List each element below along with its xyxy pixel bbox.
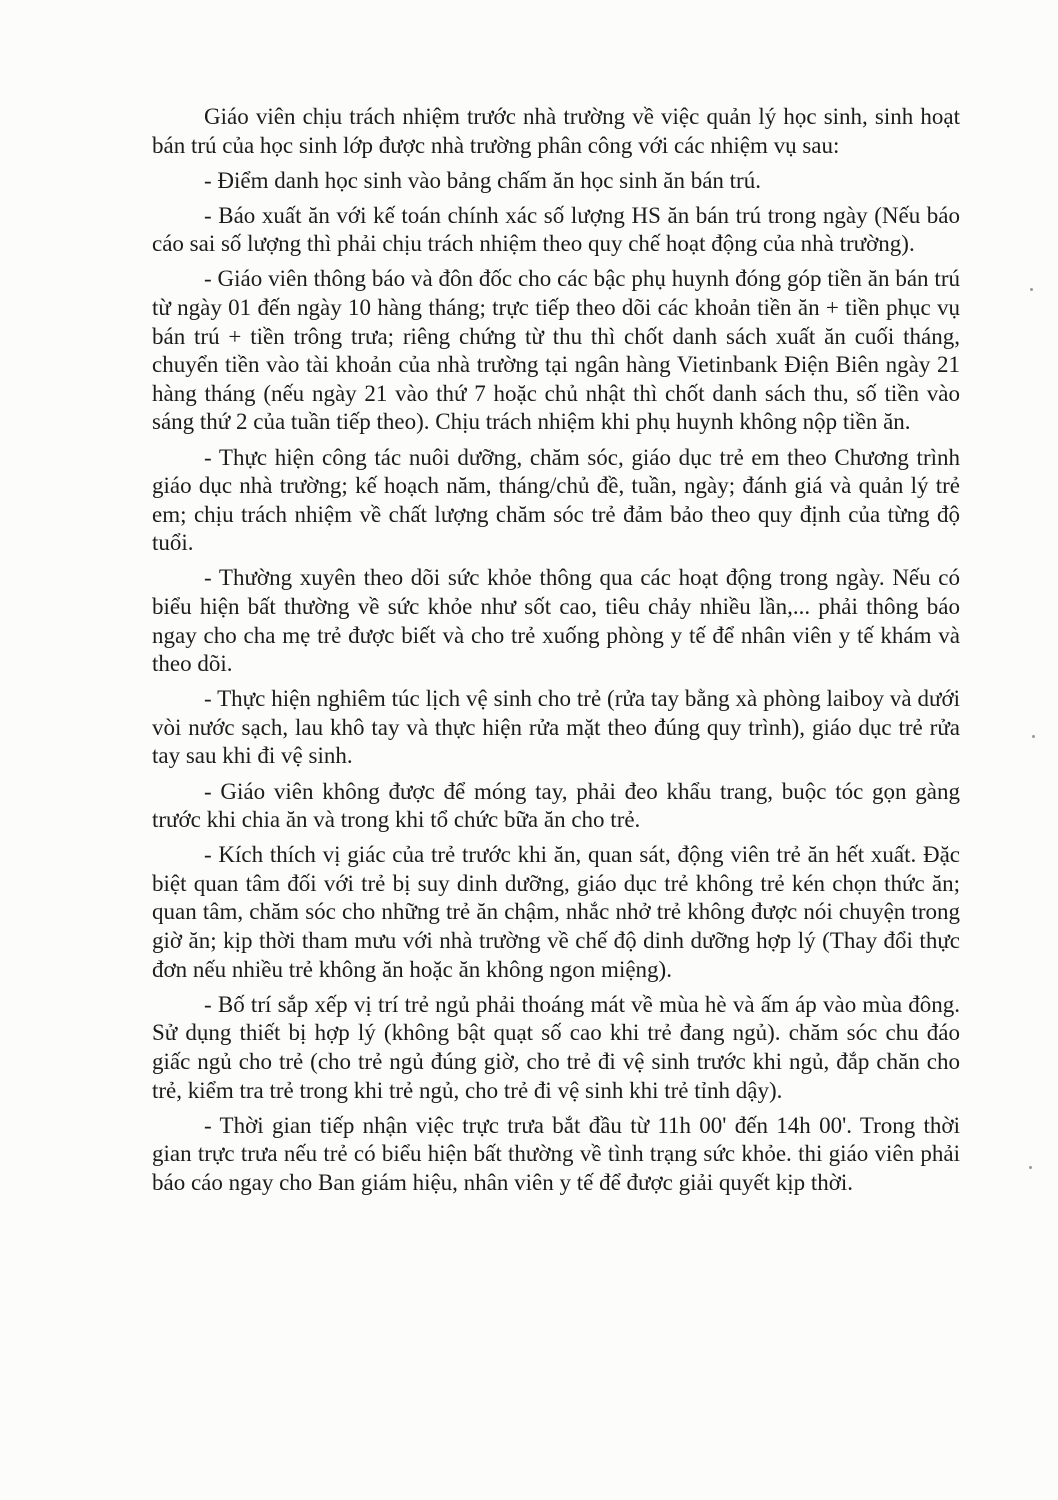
scan-speck	[1029, 1166, 1032, 1169]
scan-speck	[1032, 735, 1035, 738]
paragraph-fee-collection: - Giáo viên thông báo và đôn đốc cho các bậc phụ huynh đóng góp tiền ăn bán trú từ ngày 01 đến ngày 10 hàng tháng; trực tiếp theo dõi các khoản tiền ăn + tiền phục vụ bán trú + tiền trông trưa; riêng chứng từ thu thì chốt danh sách xuất ăn cuối tháng, chuyển tiền vào tài khoản của nhà trường tại ngân hàng Vietinbank Điện Biên ngày 21 hàng tháng (nếu ngày 21 vào thứ 7 hoặc chủ nhật thì chốt danh sách thu, số tiền vào sáng thứ 2 của tuần tiếp theo). Chịu trách nhiệm khi phụ huynh không nộp tiền ăn.	[152, 266, 960, 435]
document-body	[152, 103, 960, 1197]
paragraph-intro: Giáo viên chịu trách nhiệm trước nhà trường về việc quản lý học sinh, sinh hoạt bán trú của học sinh lớp được nhà trường phân công với các nhiệm vụ sau:	[152, 104, 960, 158]
paragraph-noon-duty: - Thời gian tiếp nhận việc trực trưa bắt đầu từ 11h 00' đến 14h 00'. Trong thời gian trực trưa nếu trẻ có biểu hiện bất thường về tình trạng sức khỏe. thi giáo viên phải báo cáo ngay cho Ban giám hiệu, nhân viên y tế để được giải quyết kịp thời.	[152, 1112, 960, 1195]
paragraph-teacher-hygiene: - Giáo viên không được để móng tay, phải đeo khẩu trang, buộc tóc gọn gàng trước khi chia ăn và trong khi tổ chức bữa ăn cho trẻ.	[152, 778, 960, 833]
paragraph-meal-report: - Báo xuất ăn với kế toán chính xác số lượng HS ăn bán trú trong ngày (Nếu báo cáo sai số lượng thì phải chịu trách nhiệm theo quy chế hoạt động của nhà trường).	[152, 202, 960, 257]
paragraph-sleep-arrangement: - Bố trí sắp xếp vị trí trẻ ngủ phải thoáng mát về mùa hè và ấm áp vào mùa đông. Sử dụng thiết bị hợp lý (không bật quạt số cao khi trẻ đang ngủ). chăm sóc chu đáo giấc ngủ cho trẻ (cho trẻ ngủ đúng giờ, cho trẻ đi vệ sinh trước khi ngủ, đắp chăn cho trẻ, kiểm tra trẻ trong khi trẻ ngủ, cho trẻ đi vệ sinh khi trẻ tỉnh dậy).	[152, 991, 960, 1103]
paragraph-care-education: - Thực hiện công tác nuôi dưỡng, chăm sóc, giáo dục trẻ em theo Chương trình giáo dục nhà trường; kế hoạch năm, tháng/chủ đề, tuần, ngày; đánh giá và quản lý trẻ em; chịu trách nhiệm về chất lượng chăm sóc trẻ đảm bảo theo quy định của từng độ tuổi.	[152, 444, 960, 556]
paragraph-meal-encouragement: - Kích thích vị giác của trẻ trước khi ăn, quan sát, động viên trẻ ăn hết xuất. Đặc biệt quan tâm đối với trẻ bị suy dinh dưỡng, giáo dục trẻ không trẻ kén chọn thức ăn; quan tâm, chăm sóc cho những trẻ ăn chậm, nhắc nhở trẻ không được nói chuyện trong giờ ăn; kịp thời tham mưu với nhà trường về chế độ dinh dưỡng hợp lý (Thay đổi thực đơn nếu nhiều trẻ không ăn hoặc ăn không ngon miệng).	[152, 842, 960, 982]
paragraph-health-monitoring: - Thường xuyên theo dõi sức khỏe thông qua các hoạt động trong ngày. Nếu có biểu hiện bất thường về sức khỏe như sốt cao, tiêu chảy nhiều lần,... phải thông báo ngay cho cha mẹ trẻ được biết và cho trẻ xuống phòng y tế để nhân viên y tế khám và theo dõi.	[152, 565, 960, 677]
paragraph-attendance: - Điểm danh học sinh vào bảng chấm ăn học sinh ăn bán trú.	[204, 167, 761, 193]
scan-speck	[1030, 288, 1033, 291]
paragraph-hygiene: - Thực hiện nghiêm túc lịch vệ sinh cho trẻ (rửa tay bằng xà phòng laiboy và dưới vòi nước sạch, lau khô tay và thực hiện rửa mặt theo đúng quy trình), giáo dục trẻ rửa tay sau khi đi vệ sinh.	[152, 686, 960, 769]
